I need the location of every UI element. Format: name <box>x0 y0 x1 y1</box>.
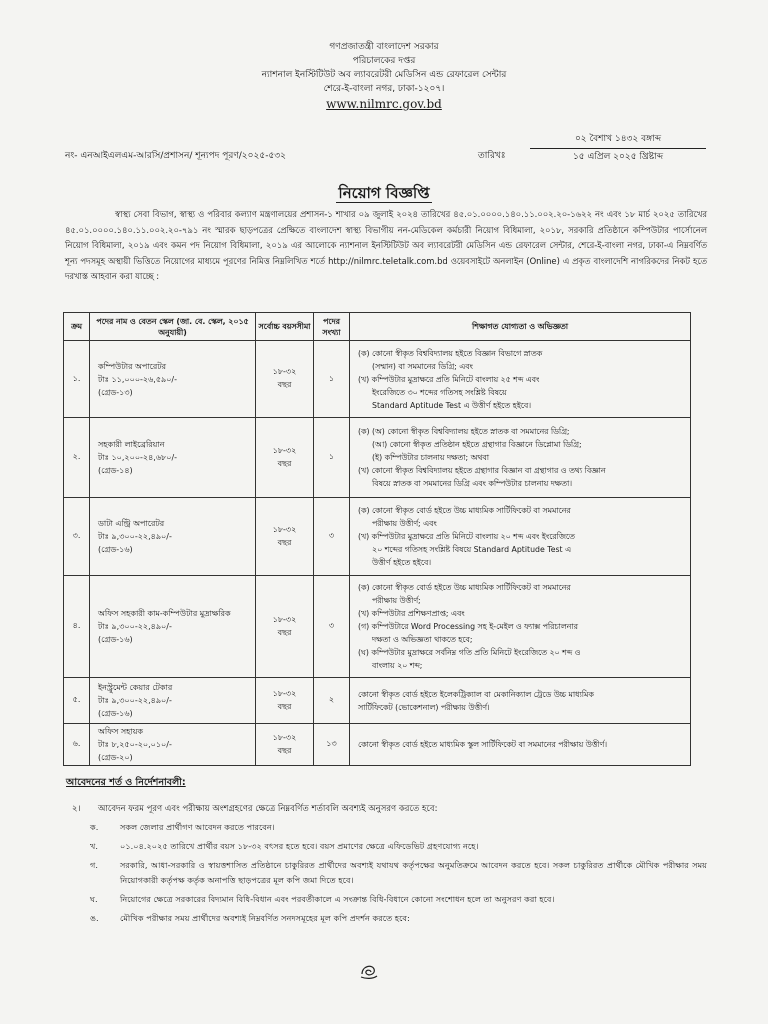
item-label: খ. <box>90 841 98 851</box>
date-block <box>530 130 706 165</box>
header-post-count: পদের সংখ্যা <box>314 313 350 341</box>
qual-line: (খ) কম্পিউটার মুদ্রাক্ষরে প্রতি মিনিটে বাংলায় ২০ শব্দ এবং ইংরেজিতে <box>358 532 575 541</box>
post-name: অফিস সহায়ক <box>98 727 144 736</box>
post-grade: (গ্রেড-১৬) <box>98 545 133 554</box>
notice-title-text: নিয়োগ বিজ্ঞপ্তি <box>338 184 430 202</box>
posts-table <box>63 312 691 766</box>
table-row <box>64 724 691 766</box>
conditions-intro <box>72 802 437 816</box>
row-age <box>256 576 314 678</box>
row-serial: ২. <box>64 418 90 498</box>
qual-line: (ক) কোনো স্বীকৃত বোর্ড হইতে উচ্চ মাধ্যমিক সার্টিফিকেট বা সমমানের <box>358 506 571 515</box>
post-scale: টাঃ ১১,০০০-২৬,৫৯০/- <box>98 374 178 384</box>
post-scale: টাঃ ১০,২০০-২৪,৬৮০/- <box>98 453 178 462</box>
header-post-name: পদের নাম ও বেতন স্কেল (জা. বে. স্কেল, ২০১৫ অনুযায়ী) <box>90 313 256 341</box>
row-post <box>90 724 256 766</box>
post-name: অফিস সহকারী কাম-কম্পিউটার মুদ্রাক্ষরিক <box>98 609 231 618</box>
qual-line: (গ) কম্পিউটারে Word Processing সহ ই-মেইল ও ফ্যাক্স পরিচালনার <box>358 622 578 631</box>
table-row <box>64 341 691 418</box>
notice-title <box>0 182 768 207</box>
row-qualification <box>350 341 691 418</box>
row-post <box>90 418 256 498</box>
qual-line: (ই) কম্পিউটার চালনায় দক্ষতা; অথবা <box>372 453 489 462</box>
table-row <box>64 678 691 724</box>
row-post <box>90 498 256 576</box>
row-age <box>256 678 314 724</box>
institute-name: ন্যাশনাল ইনস্টিটিউট অব ল্যাবরেটরী মেডিসিন এন্ড রেফারেল সেন্টার <box>261 70 507 80</box>
age-unit: বছর <box>277 380 292 389</box>
qual-line: (ক) কোনো স্বীকৃত বোর্ড হইতে উচ্চ মাধ্যমিক সার্টিফিকেট বা সমমানের <box>358 583 571 592</box>
row-serial: ৩. <box>64 498 90 576</box>
qual-line: (সম্মান) বা সমমানের ডিগ্রি; এবং <box>372 361 473 371</box>
qual-line: (খ) কম্পিউটার মুদ্রাক্ষরে প্রতি মিনিটে বাংলায় ২৫ শব্দ এবং <box>358 374 540 384</box>
post-grade: (গ্রেড-১৬) <box>98 709 133 718</box>
row-count: ১৩ <box>314 724 350 766</box>
table-row <box>64 418 691 498</box>
post-name: ডাটা এন্ট্রি অপারেটর <box>98 519 165 528</box>
para-text: আবেদন ফরম পূরণ এবং পরীক্ষায় অংশগ্রহণের ক্ষেত্রে নিম্নবর্ণিত শর্তাবলি অবশ্যই অনুসরণ করতে হবে: <box>98 804 438 814</box>
row-age <box>256 418 314 498</box>
row-serial: ১. <box>64 341 90 418</box>
intro-paragraph: স্বাস্থ্য সেবা বিভাগ, স্বাস্থ্য ও পরিবার কল্যাণ মন্ত্রণালয়ের প্রশাসন-১ শাখার ০৯ জুলাই ২০২৪ তারিখের ৪৫.০১.০০০০.১৪০.১১.০০২.২০-১৬২২ নং এবং ১৮ মার্চ ২০২৫ তারিখের ৪৫.০১.০০০০.১৪০.১১.০০২.২০-৭৯১ নং স্মারক ছাড়পত্রের প্রেক্ষিতে বাংলাদেশ স্বাস্থ্য বিভাগীয় নন-মেডিকেল কর্মচারী নিয়োগ বিধিমালা, ২০১৮, সরকারি প্রতিষ্ঠানে কম্পিউটার পার্সোনেল নিয়োগ বিধিমালা, ২০১৯ এবং কমন পদ নিয়োগ বিধিমালা, ২০১৯ এর আলোকে ন্যাশনাল ইনস্টিটিউট অব ল্যাবরেটরী মেডিসিন এন্ড রেফারেল সেন্টার, শেরে-ই-বাংলা নগর, ঢাকা-এ নিম্নবর্ণিত শূন্য পদসমূহ অস্থায়ী ভিত্তিতে নিয়োগের মাধ্যমে পূরণের নিমিত্ত নিম্নলিখিত শর্তে http://nilmrc.teletalk.com.bd ওয়েবসাইটে অনলাইন (Online) এ প্রকৃত বাংলাদেশি নাগরিকদের নিকট হতে দরখাস্ত আহবান করা যাচ্ছে : <box>65 209 707 281</box>
row-qualification <box>350 724 691 766</box>
qual-line: পরীক্ষায় উত্তীর্ণ; <box>372 596 421 605</box>
row-count: ১ <box>314 341 350 418</box>
item-text: সরকারি, আধা-সরকারি ও স্বায়ত্তশাসিত প্রতিষ্ঠানে চাকুরিরত প্রার্থীদের অবশ্যই যথাযথ কর্তৃপক্ষের অনুমতিক্রমে আবেদন করতে হবে। সকল চাকুরিরত প্রার্থীকে মৌখিক পরীক্ষার সময় নিয়োগকারী কর্তৃপক্ষ কর্তৃক অনাপত্তি ছাড়পত্রের মূল কপি জমা দিতে হবে। <box>120 860 707 885</box>
qual-line: কোনো স্বীকৃত বোর্ড হইতে মাধ্যমিক স্কুল সার্টিফিকেট বা সমমানের পরীক্ষায় উত্তীর্ণ। <box>358 740 608 749</box>
age-range: ১৮-৩২ <box>272 524 297 534</box>
age-range: ১৮-৩২ <box>272 688 297 698</box>
row-serial: ৬. <box>64 724 90 766</box>
age-range: ১৮-৩২ <box>272 445 297 455</box>
age-unit: বছর <box>277 701 292 711</box>
qual-line: (ঘ) কম্পিউটার মুদ্রাক্ষরে সর্বনিম্ন গতি প্রতি মিনিটে ইংরেজিতে ২০ শব্দ ও <box>358 648 581 657</box>
qual-line: (আ) কোনো স্বীকৃত প্রতিষ্ঠান হইতে গ্রন্থাগার বিজ্ঞানে ডিপ্লোমা ডিগ্রি; <box>372 440 582 449</box>
qual-line: ইংরেজিতে ৩০ শব্দের গতিসহ সংশ্লিষ্ট বিষয়ে <box>372 387 507 397</box>
list-item <box>90 911 707 926</box>
conditions-heading: আবেদনের শর্ত ও নির্দেশনাবলী: <box>66 777 186 788</box>
table-header-row <box>64 313 691 341</box>
qual-line: বিষয়ে স্নাতক বা সমমানের ডিগ্রি এবং কম্পিউটার চালনায় দক্ষতা। <box>372 479 573 488</box>
item-text: সকল জেলার প্রার্থীগণ আবেদন করতে পারবেন। <box>120 822 275 832</box>
post-grade: (গ্রেড-১৪) <box>98 466 133 475</box>
age-range: ১৮-৩২ <box>272 614 297 624</box>
qual-line: (ক) কোনো স্বীকৃত বিশ্ববিদ্যালয় হইতে বিজ্ঞান বিভাগে স্নাতক <box>358 348 543 358</box>
post-scale: টাঃ ৮,২৫০-২০,০১০/- <box>98 740 172 749</box>
website-link[interactable]: www.nilmrc.gov.bd <box>326 97 442 111</box>
item-label: ঘ. <box>90 894 98 904</box>
qual-line: বাংলায় ২০ শব্দ; <box>372 661 423 670</box>
row-count: ৩ <box>314 576 350 678</box>
list-item <box>90 858 707 888</box>
row-qualification <box>350 576 691 678</box>
age-range: ১৮-৩২ <box>272 367 297 376</box>
post-name: কম্পিউটার অপারেটর <box>98 361 167 371</box>
para-number: ২। <box>72 804 81 814</box>
age-unit: বছর <box>277 458 292 468</box>
age-unit: বছর <box>277 745 292 755</box>
qual-line: উত্তীর্ণ হইতে হইবে। <box>372 558 432 567</box>
post-name: ইনস্ট্রুমেন্ট কেয়ার টেকার <box>98 683 173 692</box>
post-scale: টাঃ ৯,৩০০-২২,৪৯০/- <box>98 622 172 631</box>
item-text: ০১.০৪.২০২৫ তারিখে প্রার্থীর বয়স ১৮-৩২ বৎসর হতে হবে। বয়স প্রমাণের ক্ষেত্রে এফিডেভিট গ্রহণযোগ্য নহে। <box>120 841 479 851</box>
item-label: ঙ. <box>90 913 99 923</box>
gov-name: গণপ্রজাতন্ত্রী বাংলাদেশ সরকার <box>329 42 439 52</box>
header-qualification: শিক্ষাগত যোগ্যতা ও অভিজ্ঞতা <box>350 313 691 341</box>
qual-line: (খ) কোনো স্বীকৃত বিশ্ববিদ্যালয় হইতে গ্রন্থাগার বিজ্ঞান বা গ্রন্থাগার ও তথ্য বিজ্ঞান <box>358 466 606 475</box>
row-qualification <box>350 418 691 498</box>
post-scale: টাঃ ৯,৩০০-২২,৪৯০/- <box>98 532 172 541</box>
row-age <box>256 498 314 576</box>
row-count: ২ <box>314 678 350 724</box>
memo-number: নং- এনআইএলএম-আরসি/প্রশাসন/ শূন্যপদ পূরণ/২০২৫-৫৩২ <box>65 151 286 161</box>
row-serial: ৪. <box>64 576 90 678</box>
age-unit: বছর <box>277 537 292 547</box>
qual-line: (ক) (অ) কোনো স্বীকৃত বিশ্ববিদ্যালয় হইতে স্নাতক বা সমমানের ডিগ্রি; <box>358 427 570 436</box>
post-grade: (গ্রেড-২০) <box>98 753 133 762</box>
qual-line: কোনো স্বীকৃত বোর্ড হইতে ইলেকট্রিক্যাল বা মেকানিক্যাল ট্রেডে উচ্চ মাধ্যমিক <box>358 689 594 699</box>
date-english: ১৫ এপ্রিল ২০২৫ খ্রিষ্টাব্দ <box>572 152 664 162</box>
post-grade: (গ্রেড-১৬) <box>98 635 133 644</box>
row-age <box>256 341 314 418</box>
row-count: ১ <box>314 418 350 498</box>
qual-line: পরীক্ষায় উত্তীর্ণ; এবং <box>372 519 437 528</box>
date-bangla: ০২ বৈশাখ ১৪৩২ বঙ্গাব্দ <box>530 130 706 149</box>
conditions-list <box>90 820 707 930</box>
date-label: তারিখঃ <box>478 151 506 161</box>
qual-line: Standard Aptitude Test এ উত্তীর্ণ হইতে হইবে। <box>372 400 532 410</box>
table-row <box>64 576 691 678</box>
list-item <box>90 892 707 907</box>
row-qualification <box>350 498 691 576</box>
institute-address: শেরে-ই-বাংলা নগর, ঢাকা-১২০৭। <box>323 84 445 94</box>
row-count: ৩ <box>314 498 350 576</box>
letterhead <box>0 40 768 112</box>
row-age <box>256 724 314 766</box>
age-unit: বছর <box>277 627 292 637</box>
list-item <box>90 839 707 854</box>
post-scale: টাঃ ৯,৩০০-২২,৪৯০/- <box>98 696 172 705</box>
row-post <box>90 678 256 724</box>
qual-line: দক্ষতা ও অভিজ্ঞতা থাকতে হবে; <box>372 635 473 644</box>
qual-line: ২০ শব্দের গতিসহ সংশ্লিষ্ট বিষয়ে Standard Aptitude Test এ <box>372 545 572 554</box>
qual-line: (খ) কম্পিউটার প্রশিক্ষণপ্রাপ্ত; এবং <box>358 609 465 618</box>
item-label: ক. <box>90 822 99 832</box>
item-text: নিয়োগের ক্ষেত্রে সরকারের বিদ্যমান বিধি-বিধান এবং পরবর্তীকালে এ সংক্রান্ত বিধি-বিধানে কোনো সংশোধন হলে তা অনুসরণ করা হবে। <box>120 894 555 904</box>
item-label: গ. <box>90 860 98 870</box>
office-name: পরিচালকের দপ্তর <box>352 56 416 66</box>
list-item <box>90 820 707 835</box>
signature-mark-icon <box>358 960 380 982</box>
row-serial: ৫. <box>64 678 90 724</box>
row-post <box>90 576 256 678</box>
header-age-limit: সর্বোচ্চ বয়সসীমা <box>256 313 314 341</box>
post-name: সহকারী লাইব্রেরিয়ান <box>98 440 165 449</box>
row-qualification <box>350 678 691 724</box>
table-row <box>64 498 691 576</box>
age-range: ১৮-৩২ <box>272 732 297 742</box>
qual-line: সার্টিফিকেট (ভোকেশনাল) পরীক্ষায় উত্তীর্ণ। <box>358 702 490 712</box>
post-grade: (গ্রেড-১৩) <box>98 387 133 397</box>
row-post <box>90 341 256 418</box>
header-serial: ক্রম <box>64 313 90 341</box>
item-text: মৌখিক পরীক্ষার সময় প্রার্থীদের অবশ্যই নিম্নবর্ণিত সনদসমূহের মূল কপি প্রদর্শন করতে হবে: <box>120 913 410 923</box>
